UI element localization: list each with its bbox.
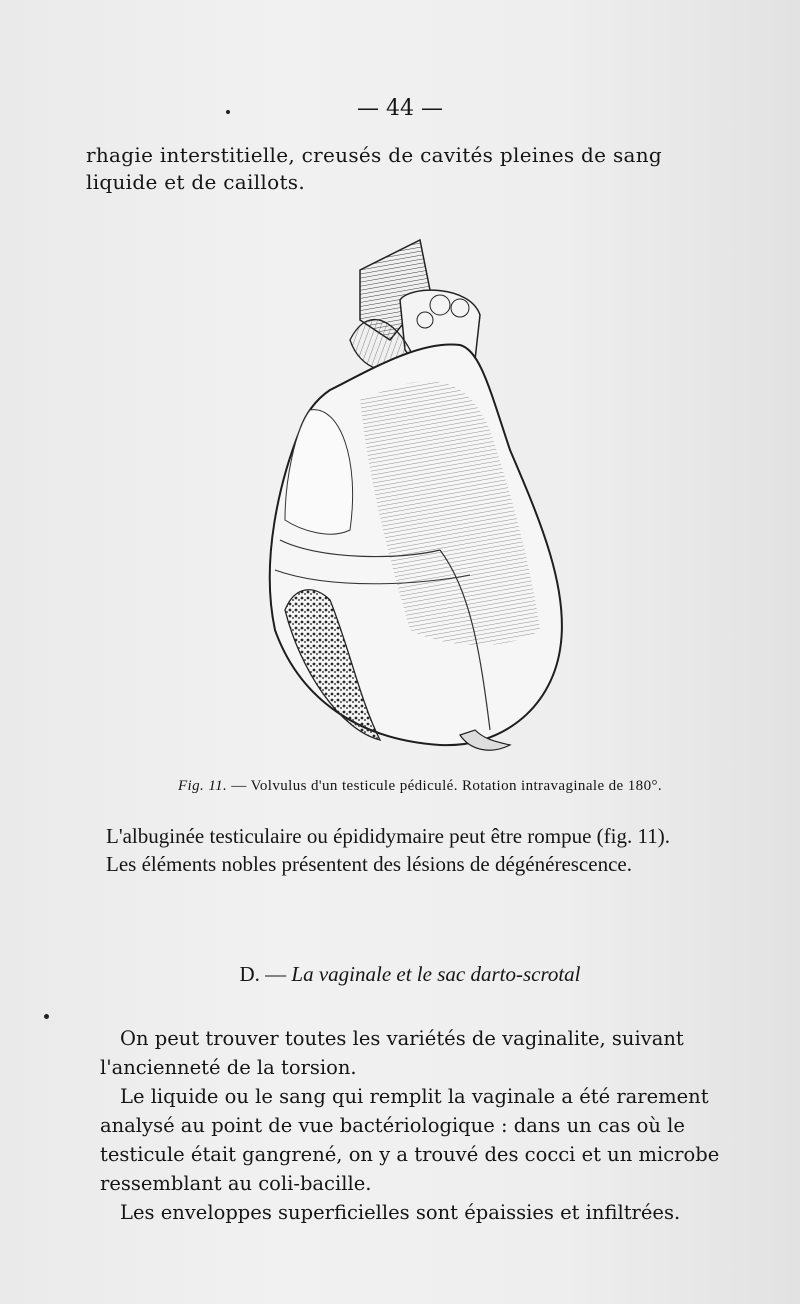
paragraph-line: Les éléments nobles présentent des lésions de dégénérescence.	[106, 852, 632, 876]
figure-illustration	[240, 230, 580, 770]
paragraph-vaginale	[100, 1024, 740, 1227]
speck	[44, 1014, 49, 1019]
section-heading	[100, 962, 720, 987]
section-letter: D. —	[239, 962, 292, 986]
paragraph-intro: rhagie interstitielle, creusés de cavités pleines de sang liquide et de caillots.	[86, 143, 663, 194]
testicle-engraving	[240, 230, 580, 770]
page-number: — 44 —	[357, 96, 443, 121]
paragraph-line: Les enveloppes superficielles sont épaissies et infiltrées.	[120, 1201, 681, 1224]
paragraph-line: L'albuginée testiculaire ou épididymaire peut être rompue (fig. 11).	[106, 824, 670, 848]
figure-caption-label: Fig. 11.	[177, 778, 228, 794]
paragraph-line: Le liquide ou le sang qui remplit la vaginale a été rarement analysé au point de vue bactériologique : dans un cas où le testicule était gangrené, on y a trouvé des cocci et un microbe ressemblant au coli-bacille.	[100, 1085, 720, 1195]
section-title: La vaginale et le sac darto-scrotal	[291, 962, 581, 986]
figure-caption	[130, 778, 710, 795]
speck	[226, 110, 230, 114]
figure-caption-text: — Volvulus d'un testicule pédiculé. Rotation intravaginale de 180°.	[227, 778, 663, 794]
paragraph-line: On peut trouver toutes les variétés de vaginalite, suivant l'ancienneté de la torsion.	[100, 1027, 684, 1079]
paragraph-albuginee	[86, 822, 736, 878]
